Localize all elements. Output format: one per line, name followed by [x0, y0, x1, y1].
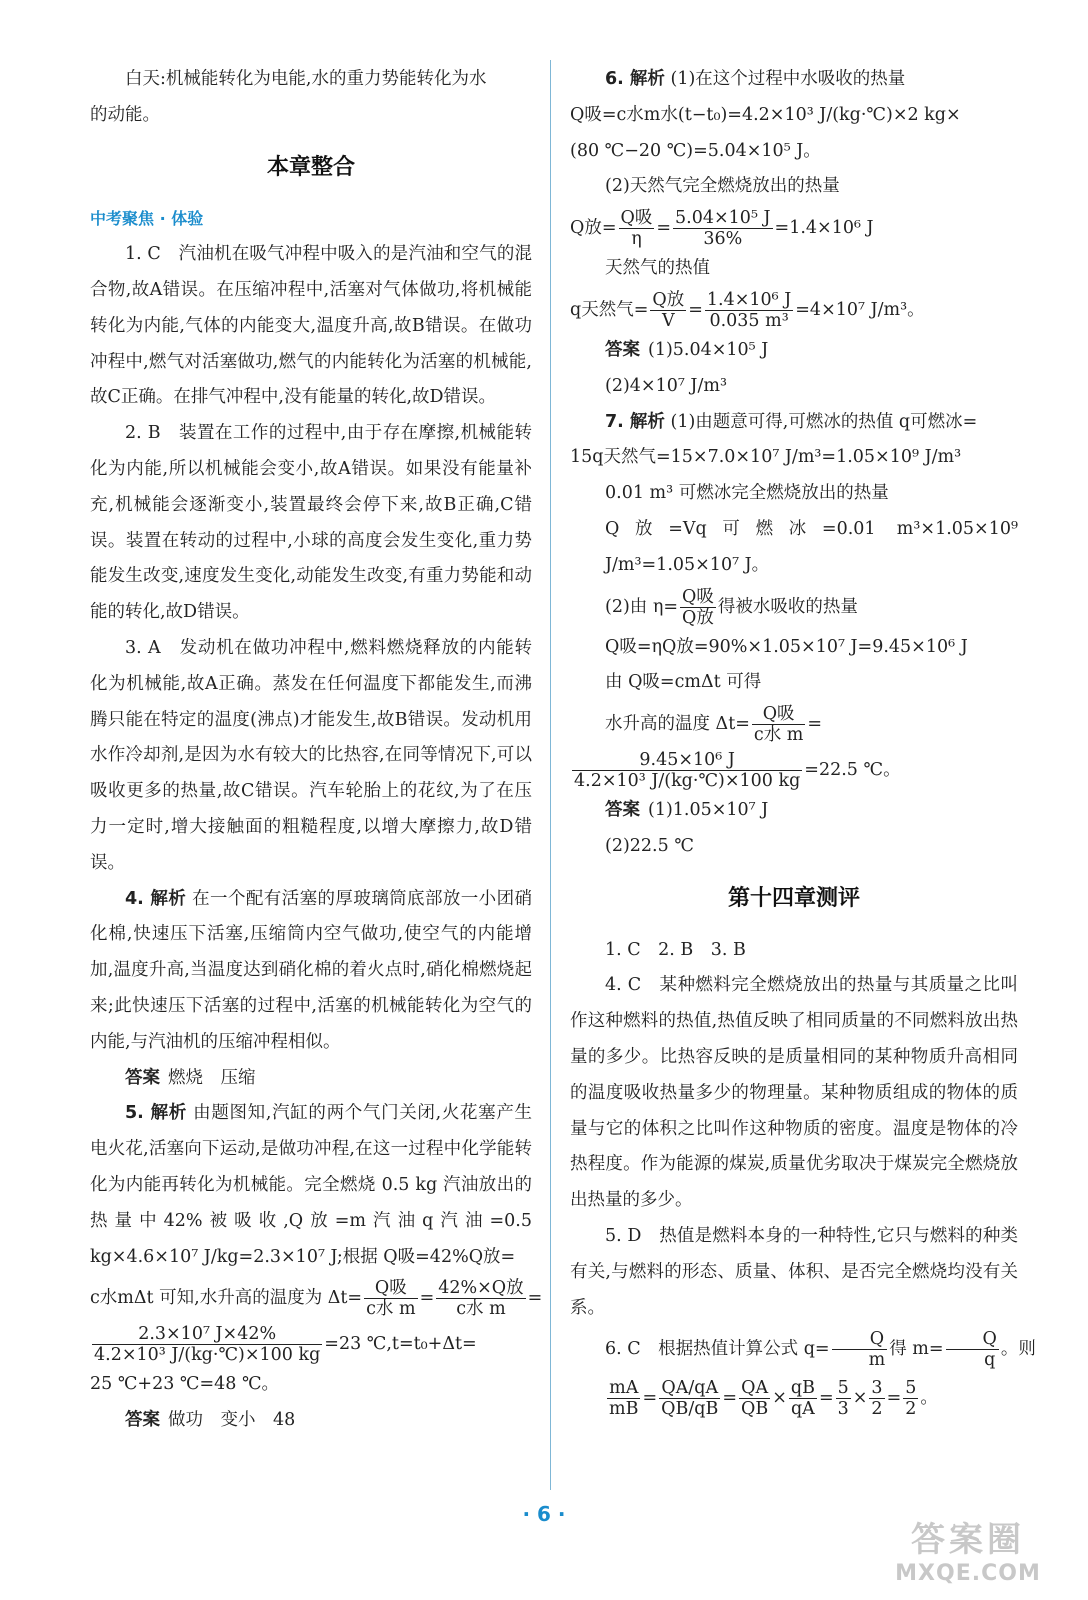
page-number: · 6 · [522, 1502, 566, 1526]
q7-frac1-den: Q放 [682, 607, 714, 628]
q7-line4: Q放=Vq可燃冰=0.01 m³×1.05×10⁹ J/m³=1.05×10⁷ J。 [605, 518, 1018, 575]
q5-frac3-den: 4.2×10³ J/(kg·℃)×100 kg [94, 1345, 321, 1366]
q7-frac2 [752, 704, 805, 745]
q6-line4: (2)天然气完全燃烧放出的热量 [605, 176, 840, 197]
subsection-title: 中考聚焦 · 体验 [90, 209, 204, 229]
q6-line2: Q吸=c水m水(t−t₀)=4.2×10³ J/(kg·℃)×2 kg× [570, 104, 961, 125]
q6-label: 6. 解析 [605, 69, 665, 89]
q7-line5: Q吸=ηQ放=90%×1.05×10⁷ J=9.45×10⁶ J [605, 636, 968, 657]
q6-line1-text: (1)在这个过程中水吸收的热量 [670, 69, 906, 89]
answer-q2: 2. B 装置在工作的过程中,由于存在摩擦,机械能转化为内能,所以机械能会变小,故A错误。如果没有能量补充,机械能会逐渐变小,装置最终会停下来,故B正确,C错误。装置在转动的过程中,小球的高度会发生变化,重力势能发生改变,速度发生变化,动能发生改变,有重力势能和动能的转化,故D错误。 [90, 423, 532, 623]
t6-frac1 [832, 1329, 888, 1370]
t6-b-num: QA [739, 1378, 770, 1399]
t6-frac1-den: m [868, 1350, 886, 1371]
q5-answer: 做功 变小 48 [168, 1410, 296, 1431]
q6-answer1: (1)5.04×10⁵ J [648, 339, 769, 360]
t6-e [869, 1378, 884, 1419]
answer-q3: 3. A 发动机在做功冲程中,燃料燃烧释放的内能转化为机械能,故A正确。蒸发在任何温度下都能发生,而沸腾只能在特定的温度(沸点)才能发生,故B错误。发动机用水作冷却剂,是因为水有较大的比热容,在同等情况下,可以吸收更多的热量,故C错误。汽车轮胎上的花纹,为了在压力一定时,增大接触面的粗糙程度,以增大摩擦力,故D错误。 [90, 637, 532, 873]
q7-f1-pre: (2)由 η= [605, 596, 678, 617]
t6-lhs-num: mA [607, 1378, 640, 1399]
q7-frac3-num: 9.45×10⁶ J [572, 750, 802, 771]
q7-frac2-num: Q吸 [752, 704, 805, 725]
t6-mid: 得 m= [889, 1339, 944, 1360]
q5-frac1 [364, 1278, 417, 1319]
t6-f-num: 5 [905, 1378, 917, 1399]
t6-e-num: 3 [871, 1378, 883, 1399]
q6-frac2-den: 36% [703, 229, 743, 250]
section-title-summary: 本章整合 [266, 154, 355, 180]
t6-f-den: 2 [905, 1399, 917, 1420]
q5-answer-label: 答案 [125, 1410, 160, 1431]
q6-formula2: q天然气= Q放 V = $\frac{\text{1.4×10⁶ J}}{\text{0.035 m³}}$ =4×10⁷ J/m³。 [570, 289, 925, 331]
q5-label: 5. 解析 [125, 1103, 187, 1124]
q7-frac1 [680, 587, 716, 628]
q6-answer-label: 答案 [605, 339, 640, 360]
section-title-test: 第十四章测评 [727, 885, 860, 911]
watermark-line1: 答案圈 [911, 1520, 1025, 1560]
q6-f2-pre: q天然气= [570, 299, 649, 320]
q6-line5: 天然气的热值 [605, 258, 710, 279]
q5-formula2 [90, 1321, 532, 1367]
q6-frac3 [650, 290, 686, 331]
answer-q4-final [90, 1061, 532, 1097]
q5-text: 由题图知,汽缸的两个气门关闭,火花塞产生电火花,活塞向下运动,是做功冲程,在这一过程中化学能转化为内能再转化为机械能。完全燃烧 0.5 kg 汽油放出的热量中42%被吸收,Q放=m汽油q汽油=0.5 kg×4.6×10⁷ J/kg=2.3×10⁷ J;根据 Q吸=42%Q放= [90, 1103, 532, 1267]
answer-q4 [90, 882, 532, 1061]
column-divider [550, 60, 551, 1490]
t6-a [659, 1378, 720, 1419]
test-q4: 4. C 某种燃料完全燃烧放出的热量与其质量之比叫作这种燃料的热值,热值反映了相同质量的不同燃料放出热量的多少。比热容反映的是质量相同的某种物质升高相同的温度吸收热量多少的物理量。某种物质组成的物体的质量与它的体积之比叫作这种物质的密度。温度是物体的冷热程度。作为能源的煤炭,质量优劣取决于煤炭完全燃烧放出热量的多少。 [570, 975, 1018, 1211]
answer-q5 [90, 1096, 532, 1275]
q7-formula3 [570, 747, 1018, 793]
q5-frac1-den: c水 m [366, 1299, 416, 1320]
q5-frac2-den: c水 m [456, 1299, 506, 1320]
t6-frac2-den: q [984, 1350, 996, 1371]
q7-label: 7. 解析 [605, 411, 665, 432]
test-q123: 1. C 2. B 3. B [605, 939, 746, 960]
t6-c-num: qB [790, 1378, 815, 1399]
q5-formula3: 25 ℃+23 ℃=48 ℃。 [90, 1374, 280, 1395]
watermark-line2: MXQE.COM [895, 1561, 1041, 1586]
t6-d [836, 1378, 851, 1419]
q6-line1 [570, 62, 1018, 98]
q6-answer-line1 [570, 333, 1018, 369]
q7-line3: 0.01 m³ 可燃冰完全燃烧放出的热量 [605, 483, 889, 504]
q4-text: 在一个配有活塞的厚玻璃筒底部放一小团硝化棉,快速压下活塞,压缩筒内空气做功,使空气的内能增加,温度升高,当温度达到硝化棉的着火点时,硝化棉燃烧起来;此快速压下活塞的过程中,活塞的机械能转化为空气的内能,与汽油机的压缩冲程相似。 [90, 888, 533, 1052]
q7-line2: 15q天然气=15×7.0×10⁷ J/m³=1.05×10⁹ J/m³ [570, 447, 962, 468]
q6-frac3-den: V [661, 310, 675, 331]
q7-formula1 [570, 584, 1018, 630]
q7-frac3-den: 4.2×10³ J/(kg·℃)×100 kg [574, 771, 801, 792]
q7-line1-text: (1)由题意可得,可燃冰的热值 q可燃冰= [670, 411, 978, 432]
t6-a-num: QA/qA [659, 1378, 720, 1399]
intro-line2: 的动能。 [90, 104, 160, 125]
q7-line1 [570, 405, 1018, 441]
q7-f2-eq: = [807, 714, 823, 735]
q6-frac1-den: η [631, 229, 642, 250]
q6-frac4 [705, 290, 793, 331]
q7-frac2-den: c水 m [753, 725, 804, 746]
q6-frac3-num: Q放 [652, 289, 685, 310]
q7-f2-pre: 水升高的温度 Δt= [605, 714, 750, 735]
t6-lhs [607, 1378, 640, 1419]
answer-q1: 1. C 汽油机在吸气冲程中吸入的是汽油和空气的混合物,故A错误。在压缩冲程中,活塞对气体做功,将机械能转化为内能,气体的内能变大,温度升高,故B错误。在做功冲程中,燃气对活塞做功,燃气的内能转化为活塞的机械能,故C正确。在排气冲程中,没有能量的转化,故D错误。 [90, 244, 532, 408]
t6-c-den: qA [790, 1399, 815, 1420]
t6-formula: $\frac{mA}{mB}$ = $\frac{QA/qA}{QB/qB}$ = $\frac{QA}{QB}$ × $\frac{qB}{qA}$ = $\frac{5}{3}$ × $\frac{3}{2}$ = $\frac{5}{2}$ 。 [609, 1378, 938, 1420]
q5-frac1-num: Q吸 [364, 1278, 417, 1299]
q5-frac2 [436, 1278, 525, 1319]
q6-frac4-num: 1.4×10⁶ J [706, 289, 792, 310]
test-q5: 5. D 热值是燃料本身的一种特性,它只与燃料的种类有关,与燃料的形态、质量、体积、是否完全燃烧均没有关系。 [570, 1225, 1018, 1318]
t6-result: 。则 [1000, 1339, 1036, 1360]
q6-frac2 [673, 208, 773, 249]
q4-label: 4. 解析 [125, 888, 187, 909]
q6-formula1: Q放= Q吸 η = $\frac{\text{5.04×10⁵ J}}{36\%}$ =1.4×10⁶ J [570, 208, 874, 250]
q5-formula2-result: =23 ℃,t=t₀+Δt= [324, 1334, 477, 1355]
q6-f2-result: =4×10⁷ J/m³。 [795, 299, 925, 320]
watermark-logo [878, 1512, 1058, 1592]
q7-answer2: (2)22.5 ℃ [605, 835, 694, 856]
answer-q5-final [90, 1403, 532, 1439]
q4-answer-label: 答案 [125, 1067, 160, 1088]
q5-formula1: c水mΔt 可知,水升高的温度为 Δt= Q吸 c水 m = 42%×Q放 c水 m = [90, 1278, 543, 1320]
t6-a-den: QB/qB [661, 1399, 719, 1420]
q7-line6: 由 Q吸=cmΔt 可得 [605, 672, 762, 693]
q6-frac2-num: 5.04×10⁵ J [675, 208, 771, 229]
q7-frac3 [572, 750, 802, 791]
q6-f1-result: =1.4×10⁶ J [774, 218, 874, 239]
q7-f3-result: =22.5 ℃。 [804, 760, 901, 781]
t6-b [739, 1378, 770, 1419]
q7-answer-label: 答案 [605, 800, 640, 821]
t6-frac2 [946, 1329, 999, 1370]
intro-line1: 白天:机械能转化为电能,水的重力势能转化为水 [125, 69, 487, 89]
t6-frac2-num: Q [946, 1329, 999, 1350]
test-q6 [570, 1326, 1036, 1372]
t6-e-den: 2 [871, 1399, 883, 1420]
q7-formula2 [570, 701, 1018, 747]
q5-frac3 [92, 1324, 322, 1365]
t6-lhs-den: mB [609, 1399, 639, 1420]
q6-line3: (80 ℃−20 ℃)=5.04×10⁵ J。 [570, 140, 821, 161]
q5-formula1-text: c水mΔt 可知,水升高的温度为 Δt= [90, 1288, 363, 1309]
q6-frac4-den: 0.035 m³ [709, 310, 789, 331]
q5-frac3-num: 2.3×10⁷ J×42% [92, 1324, 322, 1345]
q6-frac1 [619, 208, 655, 249]
q5-frac2-num: 42%×Q放 [438, 1278, 524, 1299]
t6-d-den: 3 [837, 1399, 849, 1420]
q6-f1-pre: Q放= [570, 218, 617, 239]
t6-pre: 6. C 根据热值计算公式 q= [605, 1339, 830, 1360]
t6-f [903, 1378, 918, 1419]
q6-answer2: (2)4×10⁷ J/m³ [605, 375, 727, 396]
left-column [90, 62, 543, 1600]
q6-frac1-num: Q吸 [620, 208, 653, 229]
t6-frac1-num: Q [832, 1329, 888, 1350]
q7-answer-line1 [570, 793, 1018, 829]
t6-c [789, 1378, 817, 1419]
t6-b-den: QB [740, 1399, 769, 1420]
right-column [570, 62, 1036, 1600]
t6-d-num: 5 [837, 1378, 849, 1399]
q7-frac1-num: Q吸 [682, 586, 714, 607]
q7-answer1: (1)1.05×10⁷ J [648, 800, 769, 821]
q7-f1-result: 得被水吸收的热量 [717, 596, 858, 617]
q4-answer: 燃烧 压缩 [168, 1067, 256, 1088]
